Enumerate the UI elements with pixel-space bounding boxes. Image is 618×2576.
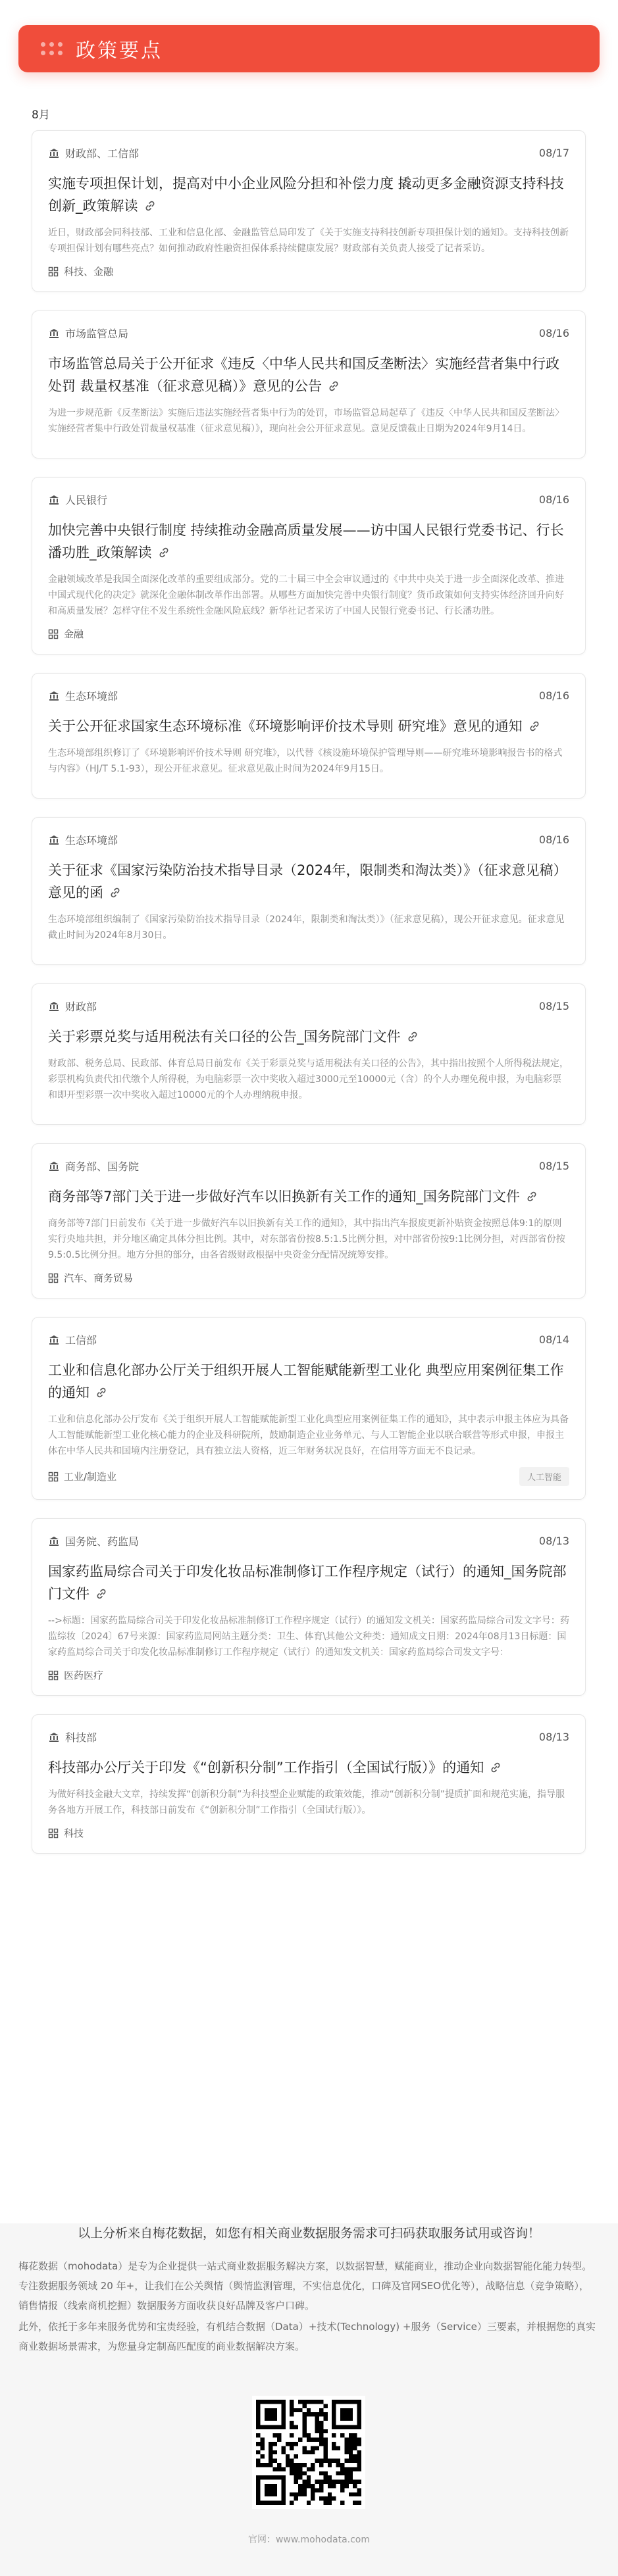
card-title-link[interactable]	[48, 172, 569, 217]
tags-text: 医药医疗	[64, 1670, 104, 1681]
bank-icon	[48, 1731, 60, 1743]
card-header	[48, 326, 569, 341]
link-icon[interactable]	[95, 1383, 108, 1397]
card-date: 08/13	[538, 1535, 569, 1547]
grid-icon	[48, 1472, 59, 1482]
card-title-link[interactable]	[48, 1560, 569, 1605]
grid-icon	[48, 266, 59, 277]
bank-icon	[48, 147, 60, 159]
source-text: 科技部	[65, 1731, 97, 1744]
source-text: 商务部、国务院	[65, 1160, 140, 1173]
card-tags	[48, 264, 113, 278]
card-summary: 财政部、税务总局、民政部、体育总局日前发布《关于彩票兑奖与适用税法有关口径的公告》，其中指出按照个人所得税法规定，彩票机构负责代扣代缴个人所得税，为电脑彩票一次中奖收入超过3000元至10000元（含）的个人办理免税申报，为电脑彩票和即开型彩票一次中奖收入超过10000元的个人办理纳税申报。	[48, 1058, 569, 1101]
link-icon[interactable]	[406, 1028, 419, 1041]
card-date: 08/14	[538, 1333, 569, 1346]
card-title-link[interactable]	[48, 1026, 569, 1048]
card-source	[48, 145, 139, 161]
card-tags	[48, 1826, 84, 1840]
card-source	[48, 326, 128, 341]
card-summary: 生态环境部组织编制了《国家污染防治技术指导目录（2024年，限制类和淘汰类）》（征求意见稿），现公开征求意见。征求意见截止时间为2024年8月30日。	[48, 914, 565, 941]
card-source	[48, 492, 107, 507]
card-summary: 商务部等7部门日前发布《关于进一步做好汽车以旧换新有关工作的通知》，其中指出汽车报废更新补贴资金按照总体9:1的原则实行央地共担，并分地区确定具体分担比例。其中，对东部省份按8.5:1.5比例分担，对中部省份按9:1比例分担，对西部省份按9.5:0.5比例分担。地方分担的部分，由各省级财政根据中央资金分配情况统筹安排。	[48, 1218, 565, 1260]
card-header	[48, 1332, 569, 1347]
link-icon[interactable]	[525, 1187, 538, 1201]
source-text: 财政部、工信部	[65, 147, 140, 160]
source-text: 生态环境部	[65, 834, 118, 847]
source-text: 财政部	[65, 1001, 97, 1013]
card-summary: 金融领域改革是我国全面深化改革的重要组成部分。党的二十届三中全会审议通过的《中共中央关于进一步全面深化改革、推进中国式现代化的决定》就深化金融体制改革作出部署。从哪些方面加快完善中央银行制度？货币政策如何支持实体经济回升向好和高质量发展？怎样守住不发生系统性金融风险底线？新华社记者采访了中国人民银行党委书记、行长潘功胜。	[48, 574, 564, 616]
bank-icon	[48, 834, 60, 846]
card-source	[48, 832, 118, 847]
card-summary: 为做好科技金融大文章，持续发挥“创新积分制”为科技型企业赋能的政策效能，推动“创新积分制”提质扩面和规范实施，指导服务各地方开展工作，科技部日前发布《“创新积分制”工作指引（全国试行版）》。	[48, 1789, 565, 1816]
card-header	[48, 1533, 569, 1548]
card-date: 08/16	[538, 689, 569, 702]
card-tags	[48, 627, 84, 641]
footer	[0, 2223, 618, 2576]
link-icon[interactable]	[489, 1758, 502, 1771]
header-banner	[18, 25, 600, 72]
news-list	[32, 130, 586, 1872]
qr-code-icon[interactable]	[252, 2396, 365, 2509]
card-footer	[48, 1826, 569, 1840]
card-title[interactable]: 关于彩票兑奖与适用税法有关口径的公告_国务院部门文件	[48, 1029, 401, 1045]
source-text: 生态环境部	[65, 690, 118, 703]
card-title[interactable]: 国家药监局综合司关于印发化妆品标准制修订工作程序规定（试行）的通知_国务院部门文件	[48, 1564, 567, 1602]
bank-icon	[48, 328, 60, 339]
card-header	[48, 832, 569, 847]
card-title-link[interactable]	[48, 353, 569, 397]
link-icon[interactable]	[109, 883, 122, 897]
card-title-link[interactable]	[48, 715, 569, 737]
card-summary: 为进一步规范新《反垄断法》实施后违法实施经营者集中行为的处罚，市场监管总局起草了《违反〈中华人民共和国反垄断法〉实施经营者集中行政处罚裁量权基准（征求意见稿）》，现向社会公开征求意见。意见反馈截止日期为2024年9月14日。	[48, 408, 564, 434]
card-title-link[interactable]	[48, 519, 569, 564]
card-source	[48, 999, 97, 1014]
card-header	[48, 1729, 569, 1745]
card-header	[48, 492, 569, 507]
card-header	[48, 688, 569, 703]
link-icon[interactable]	[143, 197, 157, 210]
news-card[interactable]	[32, 673, 586, 799]
card-title-link[interactable]	[48, 1756, 569, 1779]
card-source	[48, 688, 118, 703]
link-icon[interactable]	[157, 543, 170, 557]
card-source	[48, 1158, 139, 1174]
grid-icon	[48, 1670, 59, 1681]
card-title[interactable]: 实施专项担保计划，提高对中小企业风险分担和补偿力度 撬动更多金融资源支持科技创新_政策解读	[48, 176, 564, 214]
source-text: 国务院、药监局	[65, 1535, 140, 1548]
footer-cta: 以上分析来自梅花数据，如您有相关商业数据服务需求可扫码获取服务试用或咨询！	[77, 2226, 540, 2241]
card-title[interactable]: 关于公开征求国家生态环境标准《环境影响评价技术导则 研究堆》意见的通知	[48, 718, 523, 734]
card-title[interactable]: 关于征求《国家污染防治技术指导目录（2024年，限制类和淘汰类）》（征求意见稿）意见的函	[48, 862, 567, 901]
card-title[interactable]: 商务部等7部门关于进一步做好汽车以旧换新有关工作的通知_国务院部门文件	[48, 1189, 520, 1204]
grid-icon	[48, 629, 59, 639]
page-title: 政策要点	[76, 39, 163, 62]
bank-icon	[48, 1160, 60, 1172]
card-source	[48, 1533, 139, 1548]
news-card[interactable]	[32, 310, 586, 458]
card-date: 08/17	[538, 147, 569, 159]
bank-icon	[48, 1001, 60, 1012]
card-title[interactable]: 科技部办公厅关于印发《“创新积分制”工作指引（全国试行版）》的通知	[48, 1760, 484, 1775]
news-card[interactable]	[32, 983, 586, 1125]
source-text: 市场监管总局	[65, 328, 129, 340]
card-source	[48, 1729, 97, 1745]
bank-icon	[48, 494, 60, 506]
month-label: 8月	[32, 109, 50, 122]
bank-icon	[48, 690, 60, 702]
news-card[interactable]	[32, 477, 586, 655]
card-title-link[interactable]	[48, 859, 569, 904]
card-tags	[48, 1668, 103, 1682]
footer-description	[18, 2256, 598, 2358]
card-title-link[interactable]	[48, 1185, 569, 1208]
card-footer	[48, 1467, 569, 1486]
card-title[interactable]: 市场监管总局关于公开征求《违反〈中华人民共和国反垄断法〉实施经营者集中行政处罚 裁量权基准（征求意见稿）》意见的公告	[48, 356, 559, 394]
card-footer	[48, 264, 569, 278]
card-tags	[48, 1470, 116, 1483]
link-icon[interactable]	[95, 1585, 108, 1598]
card-date: 08/15	[538, 1160, 569, 1172]
card-header	[48, 999, 569, 1014]
bank-icon	[48, 1535, 60, 1547]
card-source	[48, 1332, 97, 1347]
card-title-link[interactable]	[48, 1359, 569, 1404]
tags-text: 工业/制造业	[64, 1471, 117, 1483]
card-tags	[48, 1271, 133, 1285]
card-summary: 近日，财政部会同科技部、工业和信息化部、金融监管总局印发了《关于实施支持科技创新专项担保计划的通知》。支持科技创新专项担保计划有哪些亮点？如何推动政府性融资担保体系持续健康发展？财政部有关负责人接受了记者采访。	[48, 228, 569, 254]
footer-paragraph-1: 梅花数据（mohodata）是专为企业提供一站式商业数据服务解决方案，以数据智慧，赋能商业，推动企业向数据智能化能力转型。专注数据服务领域 20 年+，让我们在公关舆情（舆情监测管理，不实信息优化，口碑及官网SEO优化等），战略信息（竞争策略），销售情报（线索商机挖掘）数据服务方面收获良好品牌及客户口碑。	[18, 2260, 592, 2312]
card-summary: -->标题：国家药监局综合司关于印发化妆品标准制修订工作程序规定（试行）的通知发文机关：国家药监局综合司发文字号：药监综妆〔2024〕67号来源：国家药监局网站主题分类：卫生、体育\其他公文种类：通知成文日期：2024年08月13日标题：国家药监局综合司关于印发化妆品标准制修订工作程序规定（试行）的通知发文机关：国家药监局综合司发文字号：	[48, 1616, 569, 1658]
news-card[interactable]	[32, 1143, 586, 1299]
card-date: 08/13	[538, 1731, 569, 1743]
news-card[interactable]	[32, 1317, 586, 1500]
website-link[interactable]: 官网：www.mohodata.com	[247, 2535, 371, 2545]
card-date: 08/16	[538, 833, 569, 846]
tags-text: 汽车、商务贸易	[64, 1272, 134, 1284]
news-card[interactable]	[32, 130, 586, 292]
grid-icon	[48, 1828, 59, 1839]
card-summary: 工业和信息化部办公厅发布《关于组织开展人工智能赋能新型工业化典型应用案例征集工作的通知》，其中表示申报主体应为具备人工智能赋能新型工业化核心能力的企业及科研院所，鼓励制造企业业务单元、与人工智能企业以联合联营等形式申报，申报主体在中华人民共和国境内注册登记，具有独立法人资格，近三年财务状况良好，在信用等方面无不良记录。	[48, 1414, 569, 1456]
card-summary: 生态环境部组织修订了《环境影响评价技术导则 研究堆》，以代替《核设施环境保护管理导则——研究堆环境影响报告书的格式与内容》（HJ/T 5.1-93），现公开征求意见。征求意见截止时间为2024年9月15日。	[48, 748, 563, 774]
footer-paragraph-2: 此外，依托于多年来服务优势和宝贵经验，有机结合数据（Data）+技术(Technology) +服务（Service）三要素，并根据您的真实商业数据场景需求，为您量身定制高匹配度的商业数据解决方案。	[18, 2321, 596, 2352]
card-footer	[48, 1668, 569, 1682]
card-title[interactable]: 加快完善中央银行制度 持续推动金融高质量发展——访中国人民银行党委书记、行长潘功胜_政策解读	[48, 522, 564, 560]
link-icon[interactable]	[528, 717, 541, 730]
tags-text: 金融	[64, 628, 84, 640]
grid-icon	[48, 1273, 59, 1283]
card-date: 08/15	[538, 1000, 569, 1012]
card-date: 08/16	[538, 327, 569, 339]
news-card[interactable]	[32, 817, 586, 965]
card-footer	[48, 627, 569, 641]
dots-icon	[41, 42, 63, 55]
bank-icon	[48, 1334, 60, 1346]
news-card[interactable]	[32, 1518, 586, 1696]
card-header	[48, 1158, 569, 1174]
topic-badge: 人工智能	[519, 1467, 569, 1486]
link-icon[interactable]	[327, 377, 340, 390]
tags-text: 科技	[64, 1827, 84, 1839]
card-title[interactable]: 工业和信息化部办公厅关于组织开展人工智能赋能新型工业化 典型应用案例征集工作的通知	[48, 1362, 564, 1400]
news-card[interactable]	[32, 1714, 586, 1854]
source-text: 工信部	[65, 1334, 97, 1347]
source-text: 人民银行	[65, 494, 108, 507]
card-header	[48, 145, 569, 161]
tags-text: 科技、金融	[64, 266, 114, 278]
card-footer	[48, 1271, 569, 1285]
card-date: 08/16	[538, 493, 569, 506]
